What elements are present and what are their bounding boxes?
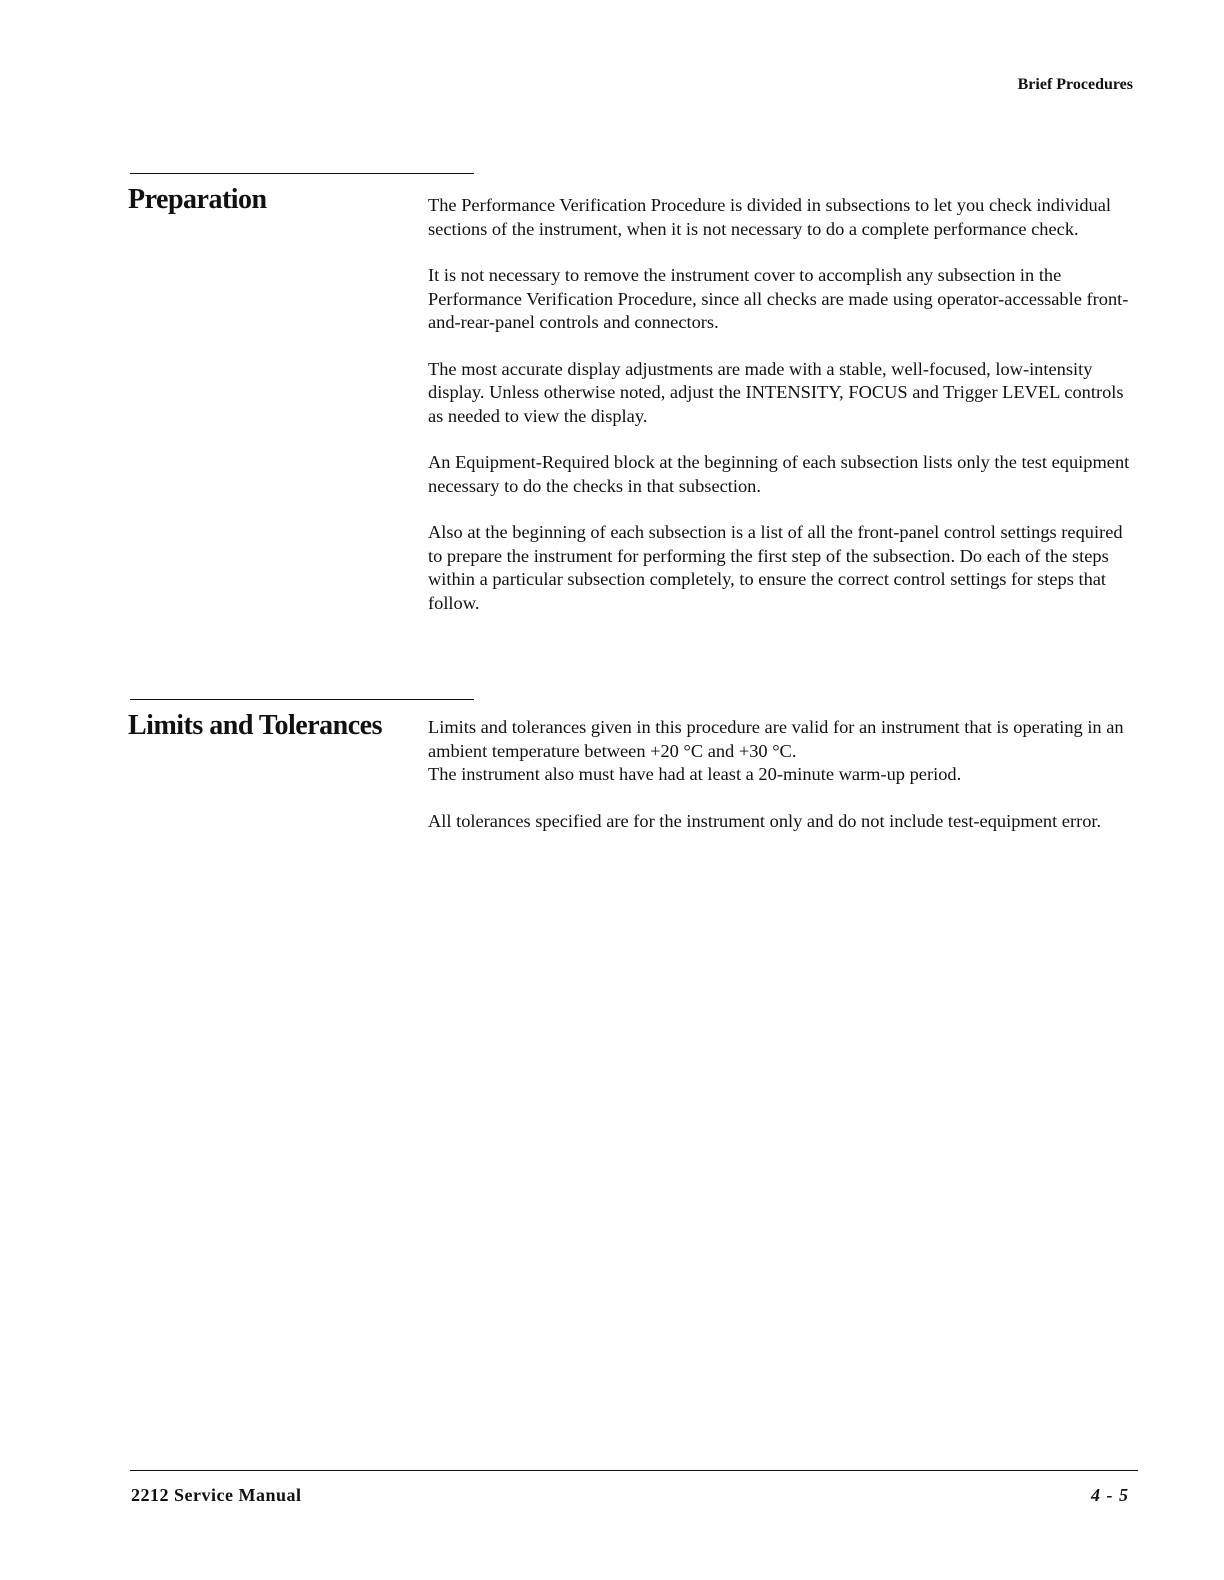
- paragraph: The most accurate display adjustments are made with a stable, well-focused, low-intensity display. Unless otherwise noted, adjust the INTENSITY, FOCUS and Trigger LEVEL controls as needed to view the display.: [428, 358, 1124, 426]
- paragraph: Also at the beginning of each subsection is a list of all the front-panel control settings required to prepare the instrument for performing the first step of the subsection. Do each of the steps within a particular subsection completely, to ensure the correct control settings for steps that follow.: [428, 522, 1123, 613]
- page-number: 4 - 5: [1091, 1485, 1128, 1505]
- running-head: Brief Procedures: [1017, 76, 1133, 93]
- footer-rule: [130, 1470, 1138, 1471]
- paragraph: Limits and tolerances given in this procedure are valid for an instrument that is operating in an ambient temperature between +20 °C and +30 °C.: [428, 717, 1124, 761]
- footer-manual-title: 2212 Service Manual: [131, 1485, 302, 1505]
- section-body-preparation: [428, 194, 1133, 638]
- paragraph: It is not necessary to remove the instrument cover to accomplish any subsection in the Performance Verification Procedure, since all checks are made using operator-accessable front-and-rear-panel controls and connectors.: [428, 265, 1129, 332]
- section-divider: [130, 173, 474, 174]
- section-heading-limits-and-tolerances: Limits and Tolerances: [128, 710, 382, 741]
- section-body-limits-and-tolerances: [428, 716, 1133, 856]
- section-divider: [130, 699, 474, 700]
- paragraph: The instrument also must have had at least a 20-minute warm-up period.: [428, 764, 962, 784]
- paragraph: All tolerances specified are for the instrument only and do not include test-equipment error.: [428, 810, 1102, 831]
- section-heading-preparation: Preparation: [128, 184, 267, 215]
- paragraph: An Equipment-Required block at the beginning of each subsection lists only the test equipment necessary to do the checks in that subsection.: [428, 452, 1130, 496]
- paragraph: The Performance Verification Procedure is divided in subsections to let you check individual sections of the instrument, when it is not necessary to do a complete performance check.: [428, 195, 1111, 239]
